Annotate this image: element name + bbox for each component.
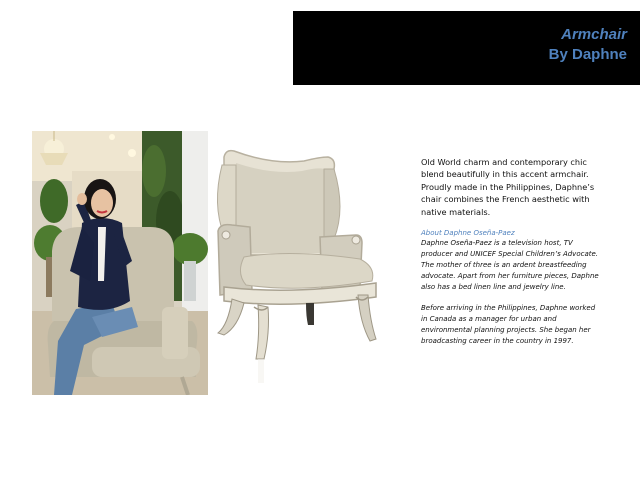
title-designer: By Daphne — [548, 46, 627, 63]
about-heading: About Daphne Oseña-Paez — [421, 229, 515, 238]
title-bar — [293, 11, 640, 85]
title-product: Armchair — [561, 26, 627, 43]
bio-paragraph-2: Before arriving in the Philippines, Daphne worked in Canada as a manager for urban and environmental planning projects. She began her broadcasting career in the country in 1997. — [421, 304, 596, 346]
product-description: Old World charm and contemporary chic blend beautifully in this accent armchair. Proudly made in the Philippines, Daphne’s chair combines the French aesthetic with native materials. — [421, 157, 595, 217]
portrait-photo — [32, 131, 208, 395]
bio-paragraph-1: Daphne Oseña-Paez is a television host, TV producer and UNICEF Special Children’s Advocate. The mother of three is an ardent breastfeeding advocate. Apart from her furniture pieces, Daphne also has a bed linen line and jewelry line. — [421, 239, 599, 292]
armchair-photo — [210, 145, 390, 395]
description-column — [421, 156, 601, 357]
